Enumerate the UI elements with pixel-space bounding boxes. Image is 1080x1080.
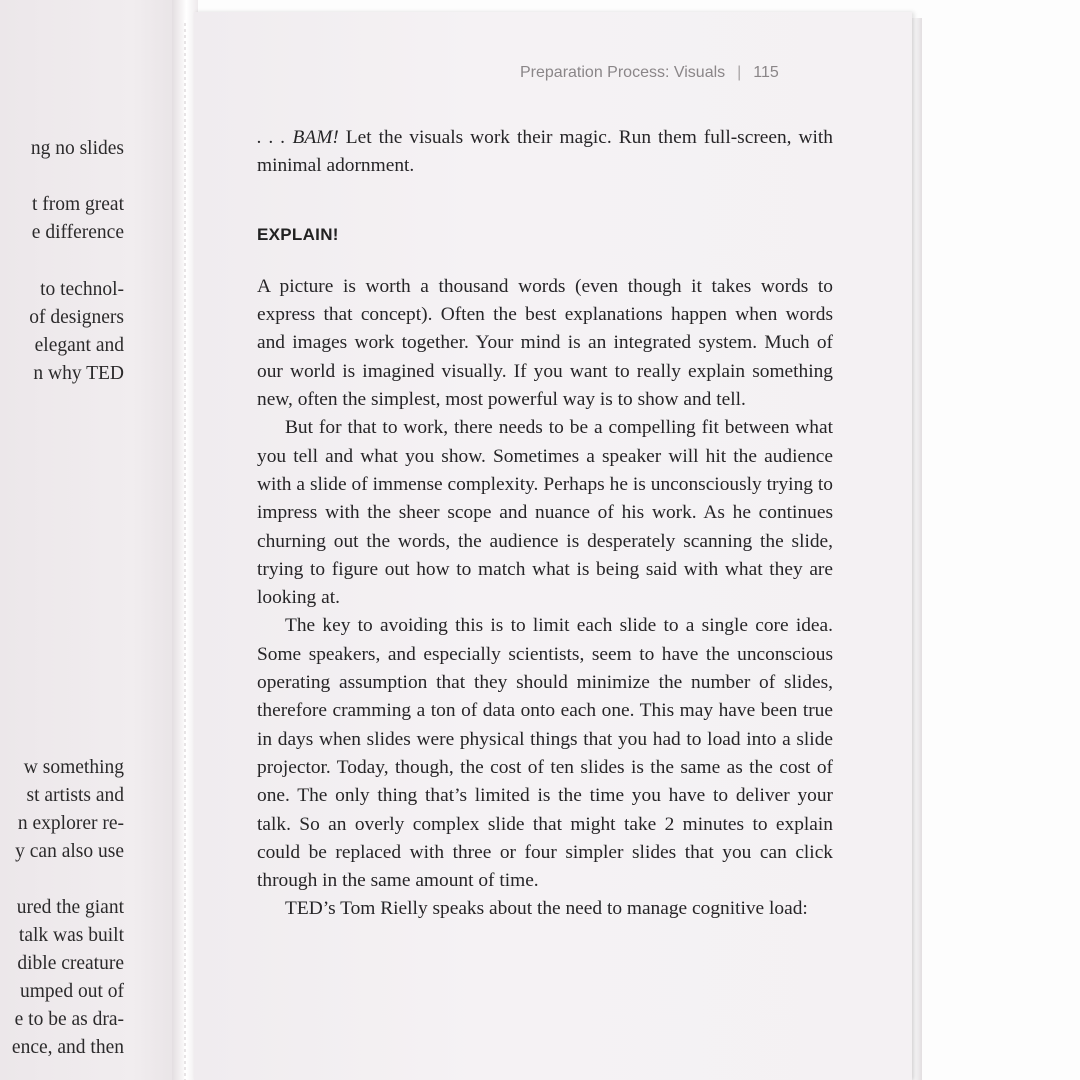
- paragraph-2: But for that to work, there needs to be a compelling fit between what you tell and what you show. Sometimes a speaker will hit the audience with a slide of immense complexity. Perhaps he is unconsciously trying to impress with the sheer scope and nuance of his work. As he continues churning out the words, the audience is desperately scanning the slide, trying to figure out how to match what is being said with what they are looking at.: [257, 417, 833, 609]
- intro-text: Let the visuals work their magic. Run them full-screen, with minimal adornment.: [257, 127, 833, 177]
- left-page-line: n why TED: [33, 363, 124, 384]
- intro-emphasis: . . . BAM!: [257, 127, 339, 148]
- left-page-line: n explorer re-: [17, 813, 124, 834]
- left-page-line: talk was built: [18, 925, 124, 946]
- paragraph-3: The key to avoiding this is to limit each slide to a single core idea. Some speakers, and especially scientists, seem to have the unconscious operating assumption that they should minimize the number of slides, therefore cramming a ton of data onto each one. This may have been true in days when slides were physical things that you had to load into a slide projector. Today, though, the cost of ten slides is the same as the cost of one. The only thing that’s limited is the time you have to deliver your talk. So an overly complex slide that might take 2 minutes to explain could be replaced with three or four simpler slides that you can click through in the same amount of time.: [257, 615, 833, 892]
- left-page-line: e difference: [31, 222, 124, 243]
- chapter-title: Preparation Process: Visuals: [520, 64, 726, 81]
- section-heading: EXPLAIN!: [257, 224, 339, 244]
- intro-paragraph: [257, 124, 833, 181]
- running-head: [520, 64, 820, 86]
- paragraph-4: TED’s Tom Rielly speaks about the need to manage cognitive load:: [285, 898, 808, 920]
- left-page-line: ence, and then: [11, 1037, 124, 1058]
- left-page-line: st artists and: [26, 785, 124, 806]
- left-page-line: w something: [23, 757, 124, 778]
- left-page-line: elegant and: [34, 335, 124, 356]
- paragraph-1: A picture is worth a thousand words (even though it takes words to express that concept). Often the best explanations happen when words and images work together. Your mind is an integrated system. Much of our world is imagined visually. If you want to really explain something new, often the simplest, most powerful way is to show and tell.: [257, 275, 833, 411]
- left-page-line: e to be as dra-: [14, 1009, 124, 1030]
- left-page-line: of designers: [29, 307, 124, 328]
- header-separator: |: [737, 64, 742, 81]
- left-page-line: umped out of: [20, 981, 124, 1002]
- page-body: [257, 124, 833, 924]
- left-page-line: dible creature: [17, 953, 124, 974]
- left-page: [0, 0, 190, 1080]
- page-number: 115: [753, 64, 779, 81]
- left-page-line: ured the giant: [16, 897, 124, 918]
- left-page-line: t from great: [31, 194, 124, 215]
- page-edge-stitching: [184, 20, 186, 1080]
- left-page-line: y can also use: [15, 841, 124, 862]
- left-page-line: ng no slides: [30, 138, 124, 159]
- left-page-line: to technol-: [40, 279, 124, 300]
